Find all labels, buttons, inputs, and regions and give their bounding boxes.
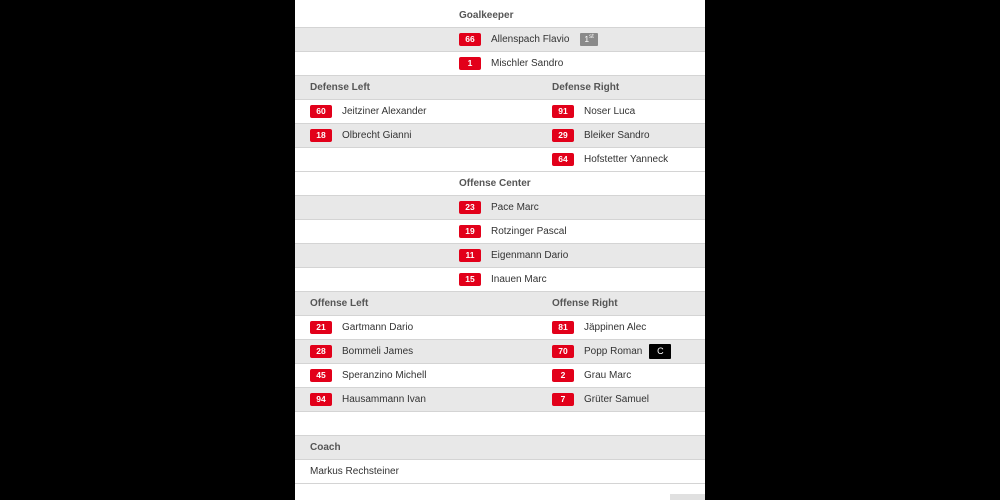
table-row	[295, 364, 705, 388]
defense-left-title: Defense Left	[310, 82, 371, 93]
table-row	[295, 148, 705, 172]
player-entry[interactable]	[552, 388, 649, 411]
table-row	[295, 316, 705, 340]
player-entry[interactable]	[310, 100, 427, 123]
player-name[interactable]: Gartmann Dario	[342, 322, 414, 333]
player-entry[interactable]	[552, 364, 631, 387]
table-row	[295, 244, 705, 268]
player-name[interactable]: Eigenmann Dario	[491, 250, 569, 261]
offense-center-title: Offense Center	[459, 178, 531, 189]
coach-title: Coach	[310, 442, 341, 453]
coach-name[interactable]: Markus Rechsteiner	[310, 466, 399, 477]
table-row	[295, 220, 705, 244]
jersey-number: 19	[459, 225, 481, 238]
jersey-number: 23	[459, 201, 481, 214]
player-name[interactable]: Jäppinen Alec	[584, 322, 647, 333]
offense-header-row	[295, 292, 705, 316]
table-row	[295, 100, 705, 124]
player-entry[interactable]	[310, 388, 426, 411]
player-entry[interactable]	[552, 100, 635, 123]
table-row	[295, 52, 705, 76]
jersey-number: 81	[552, 321, 574, 334]
player-name[interactable]: Bleiker Sandro	[584, 130, 650, 141]
player-name[interactable]: Mischler Sandro	[491, 58, 564, 69]
player-name[interactable]: Bommeli James	[342, 346, 414, 357]
player-entry[interactable]	[459, 244, 568, 267]
player-entry[interactable]	[552, 124, 650, 147]
jersey-number: 7	[552, 393, 574, 406]
first-goalie-badge: 1st	[580, 33, 597, 46]
lineup-panel	[295, 0, 705, 500]
jersey-number: 1	[459, 57, 481, 70]
player-entry[interactable]	[552, 340, 671, 363]
player-entry[interactable]	[459, 220, 567, 243]
jersey-number: 60	[310, 105, 332, 118]
player-name[interactable]: Allenspach Flavio	[491, 34, 570, 45]
player-entry[interactable]	[459, 28, 598, 51]
player-name[interactable]: Olbrecht Gianni	[342, 130, 412, 141]
player-name[interactable]: Jeitziner Alexander	[342, 106, 427, 117]
player-name[interactable]: Popp Roman	[584, 346, 643, 357]
player-entry[interactable]	[310, 124, 411, 147]
spacer-row	[295, 412, 705, 436]
goalkeeper-header-row	[295, 4, 705, 28]
jersey-number: 64	[552, 153, 574, 166]
captain-badge: C	[649, 344, 671, 359]
player-entry[interactable]	[459, 52, 563, 75]
player-name[interactable]: Hausammann Ivan	[342, 394, 426, 405]
goalkeeper-title: Goalkeeper	[459, 10, 514, 21]
jersey-number: 91	[552, 105, 574, 118]
jersey-number: 29	[552, 129, 574, 142]
player-entry[interactable]	[552, 148, 668, 171]
player-name[interactable]: Grüter Samuel	[584, 394, 650, 405]
defense-right-title: Defense Right	[552, 82, 620, 93]
offense-right-title: Offense Right	[552, 298, 618, 309]
player-name[interactable]: Rotzinger Pascal	[491, 226, 567, 237]
table-row	[295, 340, 705, 364]
player-entry[interactable]	[310, 316, 413, 339]
player-name[interactable]: Noser Luca	[584, 106, 636, 117]
table-row	[295, 268, 705, 292]
player-entry[interactable]	[552, 316, 646, 339]
jersey-number: 45	[310, 369, 332, 382]
offense-center-header-row	[295, 172, 705, 196]
table-row	[295, 388, 705, 412]
player-name[interactable]: Grau Marc	[584, 370, 632, 381]
player-name[interactable]: Hofstetter Yanneck	[584, 154, 669, 165]
player-name[interactable]: Speranzino Michell	[342, 370, 427, 381]
table-row	[295, 196, 705, 220]
jersey-number: 11	[459, 249, 481, 262]
jersey-number: 21	[310, 321, 332, 334]
jersey-number: 66	[459, 33, 481, 46]
player-entry[interactable]	[310, 340, 413, 363]
bottom-tab-edge	[670, 494, 705, 500]
jersey-number: 18	[310, 129, 332, 142]
table-row	[295, 124, 705, 148]
jersey-number: 15	[459, 273, 481, 286]
table-row	[295, 28, 705, 52]
jersey-number: 28	[310, 345, 332, 358]
coach-row	[295, 460, 705, 484]
defense-header-row	[295, 76, 705, 100]
player-name[interactable]: Inauen Marc	[491, 274, 547, 285]
player-entry[interactable]	[459, 196, 539, 219]
jersey-number: 70	[552, 345, 574, 358]
jersey-number: 94	[310, 393, 332, 406]
offense-left-title: Offense Left	[310, 298, 369, 309]
player-name[interactable]: Pace Marc	[491, 202, 539, 213]
jersey-number: 2	[552, 369, 574, 382]
player-entry[interactable]	[310, 364, 427, 387]
player-entry[interactable]	[459, 268, 547, 291]
coach-header-row	[295, 436, 705, 460]
